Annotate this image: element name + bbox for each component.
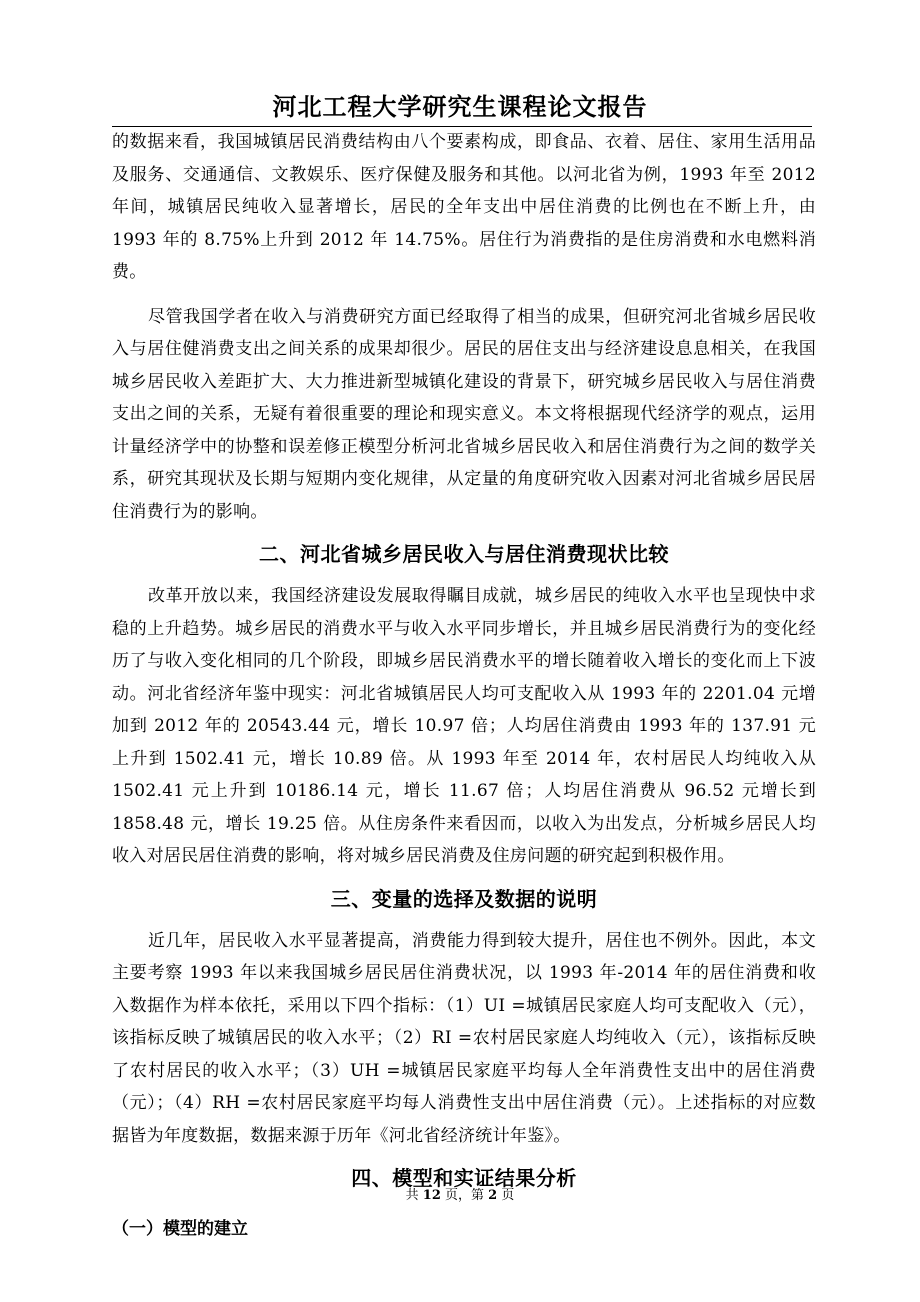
- section-3-heading: 三、变量的选择及数据的说明: [330, 886, 598, 911]
- document-body: [112, 126, 816, 1254]
- section-2-heading: 二、河北省城乡居民收入与居住消费现状比较: [259, 542, 669, 566]
- paragraph-section-3: 近几年，居民收入水平显著提高，消费能力得到较大提升，居住也不例外。因此，本文主要考察 1993 年以来我国城乡居民居住消费状况，以 1993 年-2014 年的居住消费和收入数据作为样本依托，采用以下四个指标：（1）UI =城镇居民家庭人均可支配收入（元），该指标反映了城镇居民的收入水平；（2）RI =农村居民家庭人均纯收入（元），该指标反映了农村居民的收入水平；（3）UH =城镇居民家庭平均每人全年消费性支出中的居住消费（元）；（4）RH =农村居民家庭平均每人消费性支出中居住消费（元）。上述指标的对应数据皆为年度数据，数据来源于历年《河北省经济统计年鉴》。: [112, 930, 816, 1146]
- footer-suffix: 页: [501, 1188, 515, 1203]
- footer-current-page: 2: [488, 1188, 498, 1203]
- subsection-1-heading: （一）模型的建立: [112, 1219, 248, 1239]
- paragraph-section-2: 改革开放以来，我国经济建设发展取得瞩目成就，城乡居民的纯收入水平也呈现快中求稳的上升趋势。城乡居民的消费水平与收入水平同步增长，并且城乡居民消费行为的变化经历了与收入变化相同的几个阶段，即城乡居民消费水平的增长随着收入增长的变化而上下波动。河北省经济年鉴中现实：河北省城镇居民人均可支配收入从 1993 年的 2201.04 元增加到 2012 年的 20543.44 元，增长 10.97 倍；人均居住消费由 1993 年的 137.91 元上升到 1502.41 元，增长 10.89 倍。从 1993 年至 2014 年，农村居民人均纯收入从 1502.41 元上升到 10186.14 元，增长 11.67 倍；人均居住消费从 96.52 元增长到 1858.48 元，增长 19.25 倍。从住房条件来看因而，以收入为出发点，分析城乡居民人均收入对居民居住消费的影响，将对城乡居民消费及住房问题的研究起到积极作用。: [112, 586, 816, 866]
- section-4-heading: 四、模型和实证结果分析: [351, 1166, 577, 1190]
- paragraph-intro-continued: 的数据来看，我国城镇居民消费结构由八个要素构成，即食品、衣着、居住、家用生活用品及服务、交通通信、文教娱乐、医疗保健及服务和其他。以河北省为例，1993 年至 2012 年间，城镇居民纯收入显著增长，居民的全年支出中居住消费的比例也在不断上升，由 1993 年的 8.75%上升到 2012 年 14.75%。居住行为消费指的是住房消费和水电燃料消费。: [112, 132, 816, 282]
- paragraph-intro-2: 尽管我国学者在收入与消费研究方面已经取得了相当的成果，但研究河北省城乡居民收入与居住健消费支出之间关系的成果却很少。居民的居住支出与经济建设息息相关，在我国城乡居民收入差距扩大、大力推进新型城镇化建设的背景下，研究城乡居民收入与居住消费支出之间的关系，无疑有着很重要的理论和现实意义。本文将根据现代经济学的观点，运用计量经济学中的协整和误差修正模型分析河北省城乡居民收入和居住消费行为之间的数学关系，研究其现状及长期与短期内变化规律，从定量的角度研究收入因素对河北省城乡居民居住消费行为的影响。: [112, 306, 816, 522]
- page-footer: [0, 1186, 920, 1206]
- paragraph-gap: [112, 289, 816, 301]
- footer-prefix: 共: [405, 1188, 419, 1203]
- page-header-title: 河北工程大学研究生课程论文报告: [272, 93, 648, 121]
- footer-middle: 页，第: [445, 1188, 485, 1203]
- footer-total-pages: 12: [422, 1188, 441, 1203]
